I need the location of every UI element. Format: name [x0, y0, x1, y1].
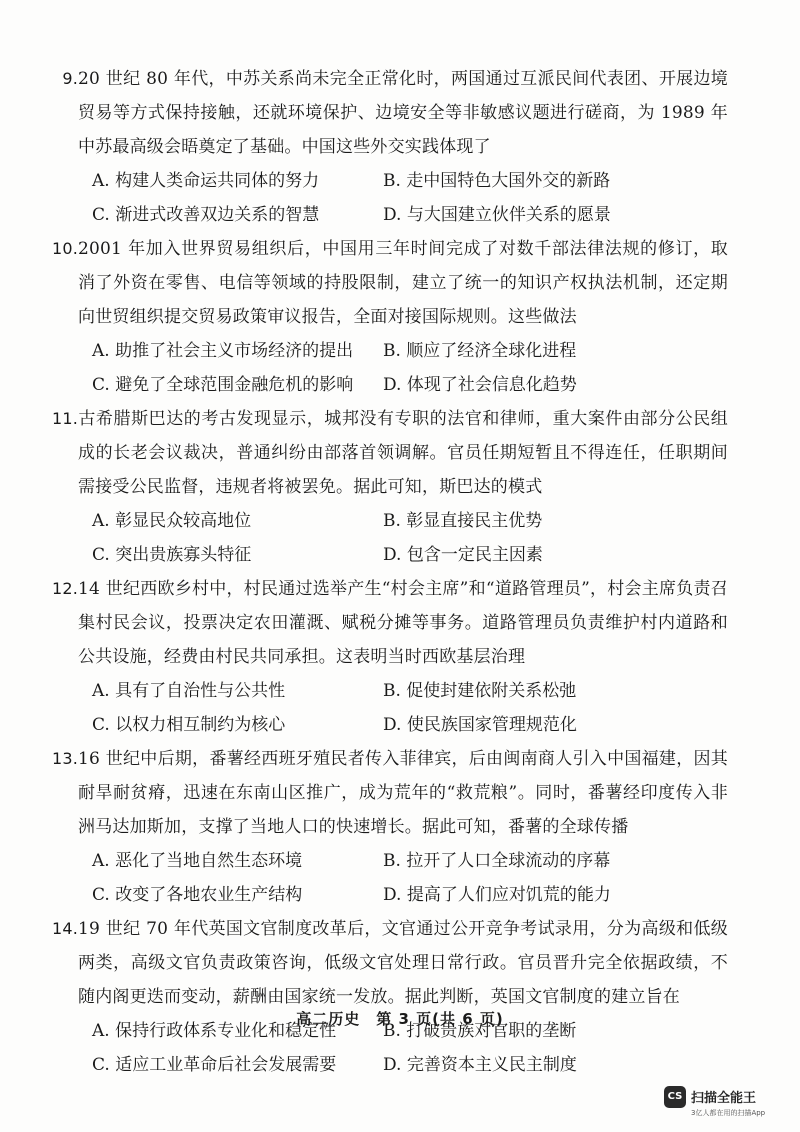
question-12 [51, 572, 728, 742]
question-13 [51, 742, 728, 912]
question-number: 12. [51, 579, 78, 598]
question-9 [62, 62, 728, 232]
option-c: C. 以权力相互制约为核心 [92, 715, 286, 735]
option-row [78, 334, 728, 368]
option-b: B. 走中国特色大国外交的新路 [383, 171, 611, 191]
option-c: C. 适应工业革命后社会发展需要 [92, 1055, 337, 1075]
question-stem [51, 232, 728, 334]
option-b: B. 顺应了经济全球化进程 [383, 341, 577, 361]
question-stem [51, 402, 728, 504]
option-d: D. 使民族国家管理规范化 [383, 715, 577, 735]
option-b: B. 打破贵族对官职的垄断 [383, 1021, 577, 1041]
question-text: 16 世纪中后期，番薯经西班牙殖民者传入菲律宾，后由闽南商人引入中国福建，因其耐旱耐贫瘠，迅速在东南山区推广，成为荒年的“救荒粮”。同时，番薯经印度传入非洲马达加斯加，支撑了当地人口的快速增长。据此可知，番薯的全球传播 [78, 749, 728, 837]
question-text: 19 世纪 70 年代英国文官制度改革后，文官通过公开竞争考试录用，分为高级和低级两类，高级文官负责政策咨询，低级文官处理日常行政。官员晋升完全依据政绩，不随内阁更迭而变动，薪酬由国家统一发放。据此判断，英国文官制度的建立旨在 [78, 919, 728, 1007]
question-stem [51, 742, 728, 844]
option-row [78, 368, 728, 402]
option-b: B. 彰显直接民主优势 [383, 511, 543, 531]
scanner-app-name: 扫描全能王 [691, 1091, 757, 1106]
camscanner-logo-icon: CS [664, 1086, 686, 1108]
option-row [78, 504, 728, 538]
question-number: 14. [51, 919, 78, 938]
option-a: A. 彰显民众较高地位 [92, 511, 252, 531]
option-b: B. 拉开了人口全球流动的序幕 [383, 851, 611, 871]
question-10 [51, 232, 728, 402]
option-row [78, 878, 728, 912]
question-number: 11. [51, 409, 78, 428]
question-text: 20 世纪 80 年代，中苏关系尚未完全正常化时，两国通过互派民间代表团、开展边境贸易等方式保持接触，还就环境保护、边境安全等非敏感议题进行磋商，为 1989 年中苏最高级会晤奠定了基础。中国这些外交实践体现了 [78, 69, 728, 157]
question-stem [51, 912, 728, 1014]
question-number: 13. [51, 749, 78, 768]
option-d: D. 包含一定民主因素 [383, 545, 543, 565]
option-row [78, 674, 728, 708]
question-text: 14 世纪西欧乡村中，村民通过选举产生“村会主席”和“道路管理员”，村会主席负责召集村民会议，投票决定农田灌溉、赋税分摊等事务。道路管理员负责维护村内道路和公共设施，经费由村民共同承担。这表明当时西欧基层治理 [78, 579, 728, 667]
question-number: 9. [62, 69, 78, 88]
option-row [78, 538, 728, 572]
option-a: A. 恶化了当地自然生态环境 [92, 851, 303, 871]
page-footer: 高二历史 第 3 页(共 6 页) [296, 1010, 504, 1028]
option-c: C. 避免了全球范围金融危机的影响 [92, 375, 354, 395]
option-c: C. 突出贵族寡头特征 [92, 545, 252, 565]
option-a: A. 构建人类命运共同体的努力 [92, 171, 320, 191]
option-a: A. 助推了社会主义市场经济的提出 [92, 341, 354, 361]
option-b: B. 促使封建依附关系松弛 [383, 681, 577, 701]
option-d: D. 与大国建立伙伴关系的愿景 [383, 205, 611, 225]
option-a: A. 保持行政体系专业化和稳定性 [92, 1021, 337, 1041]
option-c: C. 渐进式改善双边关系的智慧 [92, 205, 320, 225]
option-row [78, 164, 728, 198]
option-row [78, 844, 728, 878]
scanner-tagline: 3亿人都在用的扫描App [691, 1109, 766, 1117]
question-stem [62, 62, 728, 164]
option-a: A. 具有了自治性与公共性 [92, 681, 286, 701]
question-number: 10. [51, 239, 78, 258]
option-c: C. 改变了各地农业生产结构 [92, 885, 303, 905]
scanner-watermark [664, 1084, 794, 1124]
option-row [78, 1048, 728, 1082]
option-row [78, 198, 728, 232]
option-d: D. 提高了人们应对饥荒的能力 [383, 885, 611, 905]
question-stem [51, 572, 728, 674]
question-14 [51, 912, 728, 1082]
question-text: 2001 年加入世界贸易组织后，中国用三年时间完成了对数千部法律法规的修订，取消了外资在零售、电信等领域的持股限制，建立了统一的知识产权执法机制，还定期向世贸组织提交贸易政策审议报告，全面对接国际规则。这些做法 [78, 239, 728, 327]
question-list [51, 62, 728, 1082]
question-11 [51, 402, 728, 572]
option-row [78, 708, 728, 742]
option-d: D. 完善资本主义民主制度 [383, 1055, 577, 1075]
question-text: 古希腊斯巴达的考古发现显示，城邦没有专职的法官和律师，重大案件由部分公民组成的长老会议裁决，普通纠纷由部落首领调解。官员任期短暂且不得连任，任职期间需接受公民监督，违规者将被罢免。据此可知，斯巴达的模式 [78, 409, 728, 497]
option-d: D. 体现了社会信息化趋势 [383, 375, 577, 395]
